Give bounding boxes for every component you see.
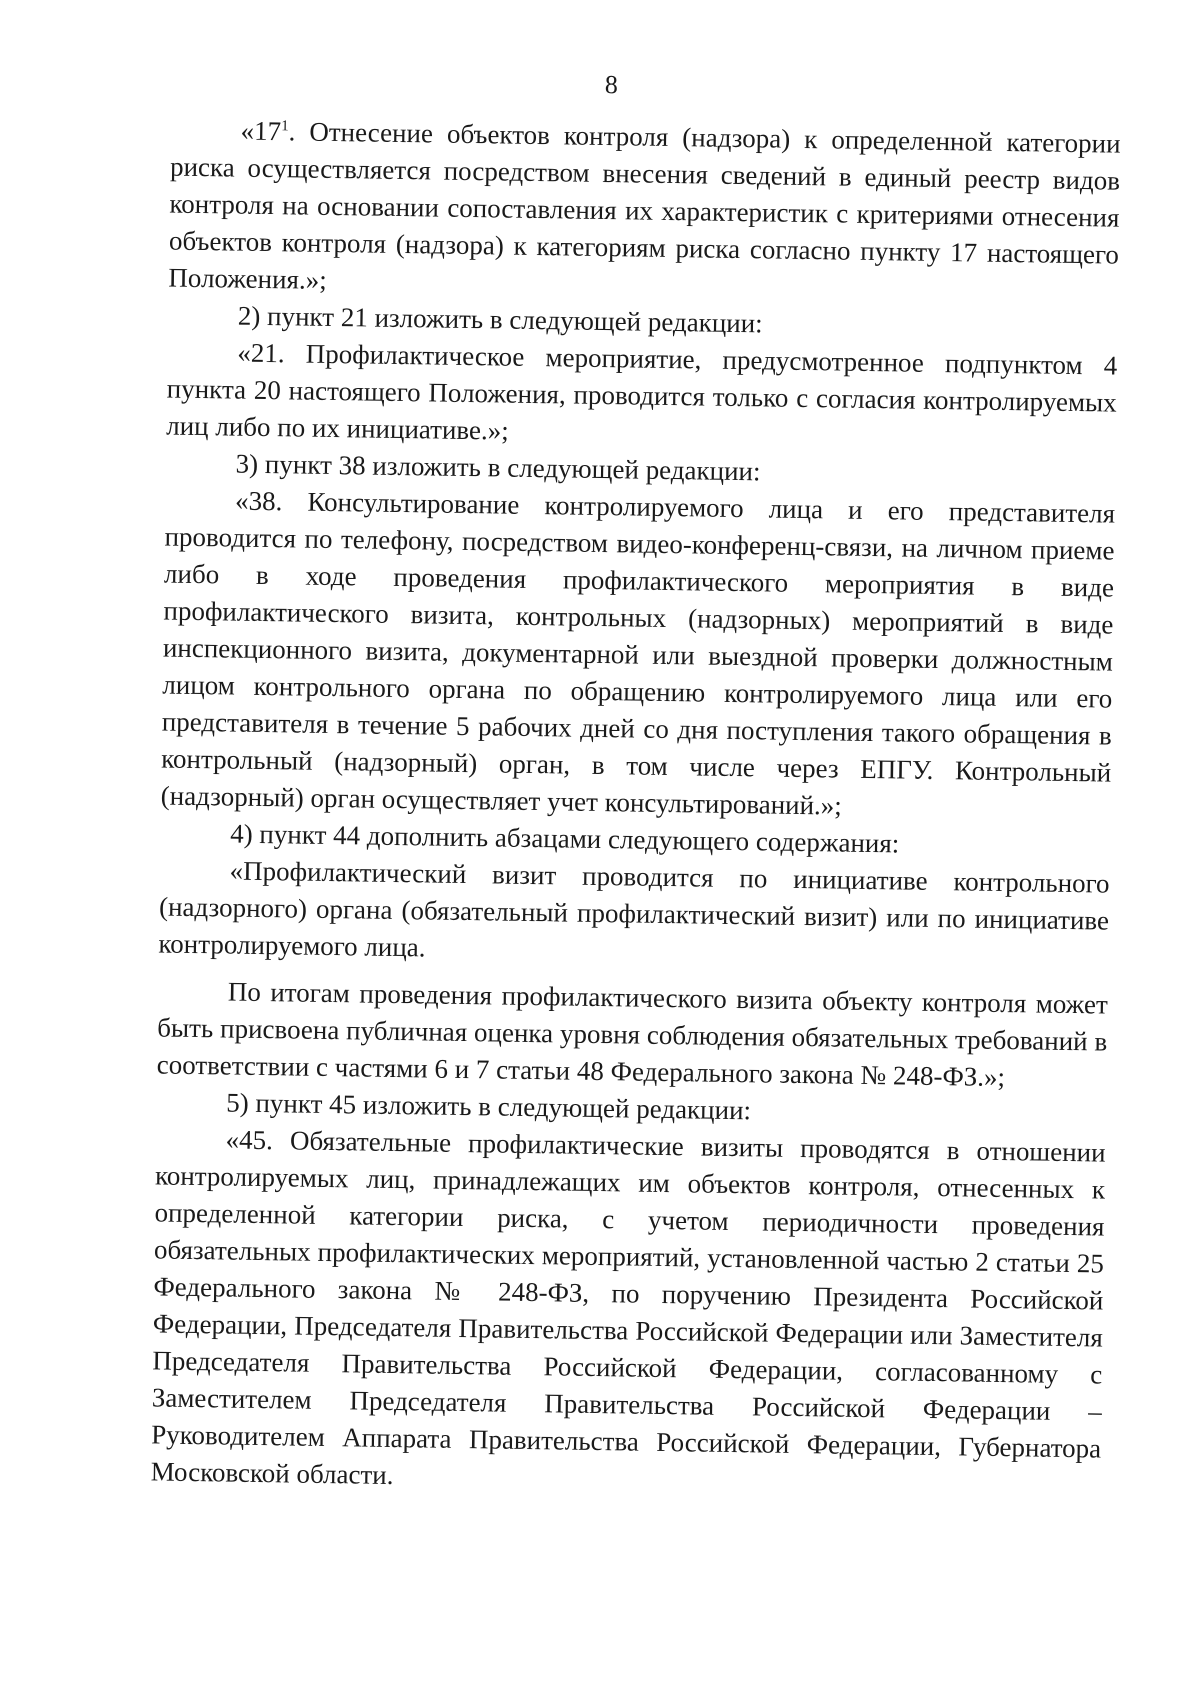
paragraph-17-1-start: «17 bbox=[240, 115, 282, 147]
paragraph-38: «38. Консультирование контролируемого лица и его представителя проводится по телефону, посредством видео-конференц-связи, на личном приеме либо в ходе проведения профилактического мероприятия в виде профилактического визита, контрольных (надзорных) мероприятий в виде инспекционного визита, документарной или выездной проверки должностным лицом контрольного органа по обращению контролируемого лица или его представителя в течение 5 рабочих дней со дня поступления такого обращения в контрольный (надзорный) орган, в том числе через ЕПГУ. Контрольный (надзорный) орган осуществляет учет консультирований.»; bbox=[160, 485, 1116, 821]
paragraph-visit-results: По итогам проведения профилактического визита объекту контроля может быть присвоена публичная оценка уровня соблюдения обязательных требований в соответствии с частями 6 и 7 статьи 48 Федерального закона № 248-ФЗ.»; bbox=[156, 976, 1108, 1093]
amendment-item-5: 5) пункт 45 изложить в следующей редакции: bbox=[225, 1087, 752, 1126]
superscript-index: 1 bbox=[281, 118, 289, 135]
paragraph-17-1-text: . Отнесение объектов контроля (надзора) к определенной категории риска осуществляется посредством внесения сведений в единый реестр видов контроля на основании сопоставления их характеристик с критериями отнесения объектов контроля (надзора) к категориям риска согласно пункту 17 настоящего Положения.»; bbox=[168, 116, 1121, 295]
amendment-item-2: 2) пункт 21 изложить в следующей редакции: bbox=[237, 300, 763, 339]
paragraph-17-1 bbox=[168, 112, 1121, 311]
amendment-item-3: 3) пункт 38 изложить в следующей редакции: bbox=[235, 448, 761, 487]
paragraph-preventive-visit: «Профилактический визит проводится по инициативе контрольного (надзорного) органа (обязательный профилактический визит) или по инициативе контролируемого лица. bbox=[158, 855, 1110, 963]
page-number: 8 bbox=[604, 69, 619, 100]
amendment-item-4: 4) пункт 44 дополнить абзацами следующего содержания: bbox=[229, 818, 900, 859]
document-body bbox=[150, 112, 1120, 1505]
paragraph-21: «21. Профилактическое мероприятие, предусмотренное подпунктом 4 пункта 20 настоящего Положения, проводится только с согласия контролируемых лиц либо по их инициативе.»; bbox=[166, 337, 1118, 446]
paragraph-45: «45. Обязательные профилактические визиты проводятся в отношении контролируемых лиц, принадлежащих им объектов контроля, отнесенных к определенной категории риска, с учетом периодичности проведения обязательных профилактических мероприятий, установленной частью 2 статьи 25 Федерального закона № 248-ФЗ, по поручению Президента Российской Федерации, Председателя Правительства Российской Федерации или Заместителя Председателя Правительства Российской Федерации, согласованному с Заместителем Председателя Правительства Российской Федерации – Руководителем Аппарата Правительства Российской Федерации, Губернатора Московской области. bbox=[150, 1124, 1106, 1491]
